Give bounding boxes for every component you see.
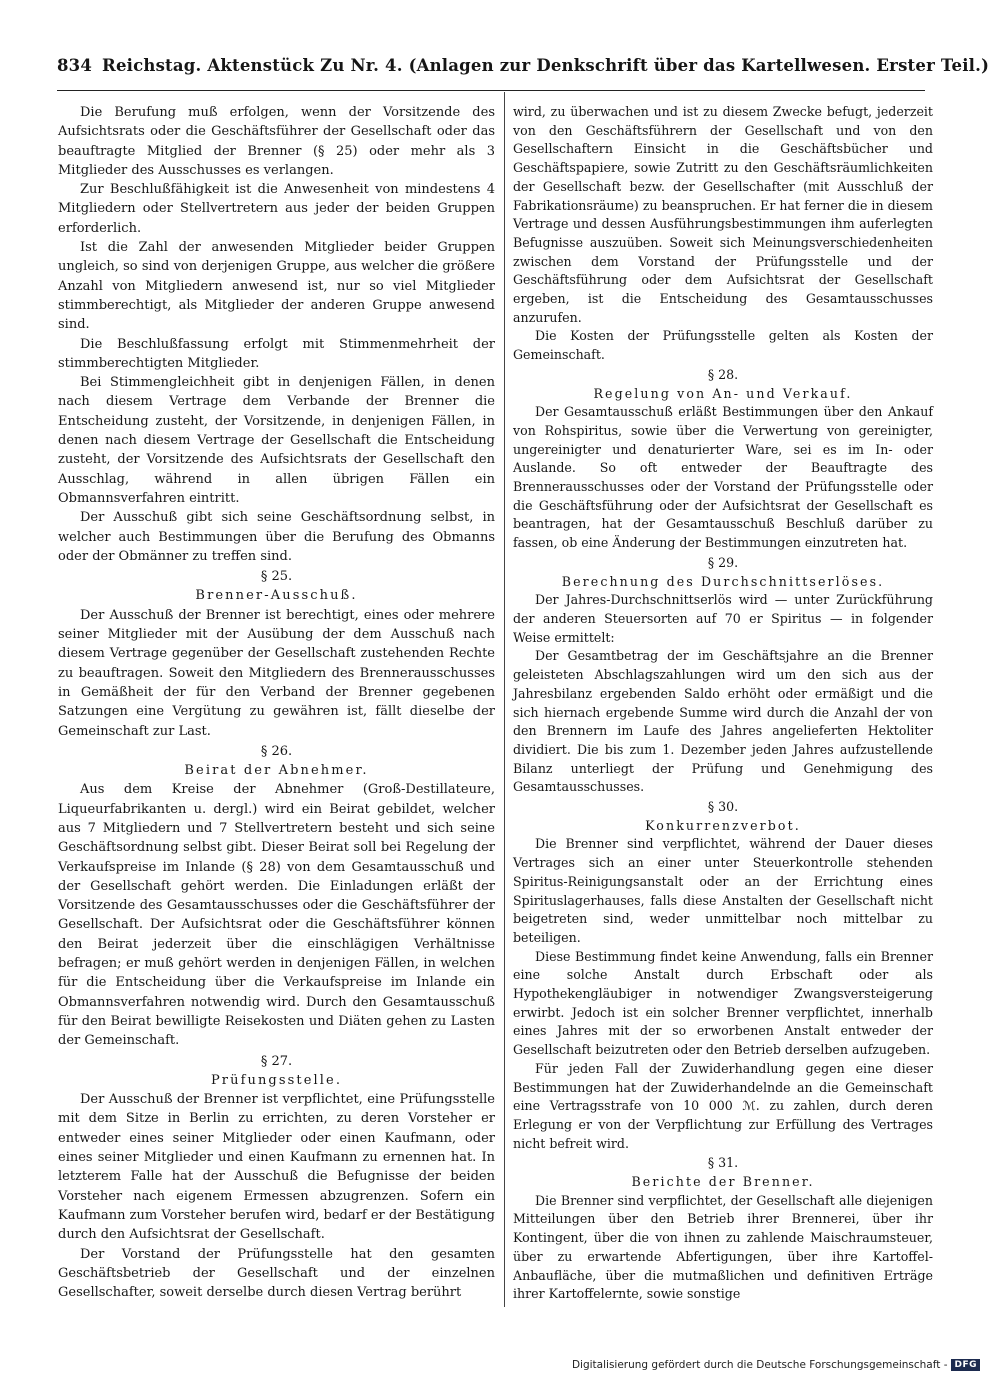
paragraph: Der Ausschuß der Brenner ist verpflichtet, eine Prüfungsstelle mit dem Sitze in Berlin zu errichten, zu deren Vorsteher er entweder eines seiner Mitglieder oder einen Kaufmann, oder eines seiner Mitglieder und einen Kaufmann zu ernennen hat. In letzterem Falle hat der Ausschuß die Befugnisse der beiden Vorsteher nach eigenem Ermessen abzugrenzen. Sofern ein Kaufmann zum Vorsteher berufen wird, bedarf er der Bestätigung durch den Aufsichtsrat der Gesellschaft. bbox=[58, 1092, 495, 1243]
page-number: 834 bbox=[57, 56, 93, 75]
dfg-logo: DFG bbox=[951, 1359, 980, 1371]
left-column bbox=[58, 103, 495, 1302]
paragraph: Bei Stimmengleichheit gibt in denjenigen Fällen, in denen nach diesem Vertrage dem Verbande der Brenner die Entscheidung zusteht, der Vorsitzende, in denjenigen Fällen, in denen nach diesem Vertrage der Gesellschaft die Entscheidung zusteht, der Vorsitzende des Aufsichtsrats der Gesellschaft den Ausschlag, während in allen übrigen Fällen ein Obmannsverfahren eintritt. bbox=[58, 375, 495, 506]
footer-credit bbox=[572, 1359, 980, 1371]
section-number: § 29. bbox=[707, 554, 739, 570]
section-number: § 26. bbox=[260, 743, 293, 759]
right-column bbox=[513, 103, 933, 1304]
paragraph: wird, zu überwachen und ist zu diesem Zwecke befugt, jederzeit von den Geschäftsführern der Gesellschaft und von den Gesellschaftern Einsicht in die Geschäftsbücher und Geschäftspapiere, sowie Zutritt zu den Geschäftsräumlichkeiten der Gesellschaft bezw. der Gesellschafter (mit Ausschluß der Fabrikationsräume) zu beanspruchen. Er hat ferner die in diesem Vertrage und dessen Ausführungsbestimmungen ihm auferlegten Befugnisse auszuüben. Soweit sich Meinungsverschiedenheiten zwischen dem Vorstand der Prüfungsstelle und der Geschäftsführung oder dem Aufsichtsrat der Gesellschaft ergeben, ist die Entscheidung des Gesamtausschusses anzurufen. bbox=[513, 104, 933, 325]
section-title: Beirat der Abnehmer. bbox=[184, 763, 369, 779]
section-title: Konkurrenzverbot. bbox=[645, 817, 801, 833]
section-number: § 27. bbox=[260, 1053, 293, 1069]
section-number: § 30. bbox=[707, 799, 739, 815]
paragraph: Der Gesamtbetrag der im Geschäftsjahre an die Brenner geleisteten Abschlagszahlungen wird um den sich aus der Jahresbilanz ergebenden Saldo erhöht oder ermäßigt und die sich hiernach ergebende Summe wird durch die Anzahl der von den Brennern im Laufe des Jahres angelieferten Hektoliter dividiert. Die bis zum 1. Dezember jeden Jahres aufzustellende Bilanz unterliegt der Prüfung und Genehmigung des Gesamtausschusses. bbox=[513, 648, 933, 795]
paragraph: Diese Bestimmung findet keine Anwendung, falls ein Brenner eine solche Anstalt durch Erbschaft oder als Hypothekengläubiger in notwendiger Zwangsversteigerung erwirbt. Jedoch ist ein solcher Brenner verpflichtet, innerhalb eines Jahres mit der so erworbenen Anstalt entweder der Gesellschaft beizutreten oder den Betrieb derselben aufzugeben. bbox=[513, 948, 933, 1058]
paragraph: Der Vorstand der Prüfungsstelle hat den gesamten Geschäftsbetrieb der Gesellschaft und der einzelnen Gesellschafter, soweit derselbe durch diesen Vertrag berührt bbox=[58, 1246, 495, 1301]
section-title: Berichte der Brenner. bbox=[631, 1174, 815, 1190]
paragraph: Die Kosten der Prüfungsstelle gelten als Kosten der Gemeinschaft. bbox=[513, 328, 933, 363]
column-divider bbox=[504, 92, 505, 1307]
paragraph: Für jeden Fall der Zuwiderhandlung gegen eine dieser Bestimmungen hat der Zuwiderhandelnde an die Gemeinschaft eine Vertragsstrafe von 10 000 ℳ. zu zahlen, durch deren Erlegung er von der Verpflichtung zur Erfüllung des Vertrages nicht befreit wird. bbox=[513, 1060, 933, 1151]
paragraph: Die Brenner sind verpflichtet, während der Dauer dieses Vertrages sich an einer unter Steuerkontrolle stehenden Spiritus-Reinigungsanstalt oder an der Errichtung eines Spirituslagerhauses, falls diese Anstalten der Gesellschaft nicht beigetreten sind, weder unmittelbar noch mittelbar zu beteiligen. bbox=[513, 836, 933, 945]
paragraph: Der Ausschuß gibt sich seine Geschäftsordnung selbst, in welcher auch Bestimmungen über die Berufung des Obmanns oder der Obmänner zu treffen sind. bbox=[58, 510, 495, 564]
paragraph: Die Berufung muß erfolgen, wenn der Vorsitzende des Aufsichtsrats oder die Geschäftsführer der Gesellschaft oder das beauftragte Mitglied der Brenner (§ 25) oder mehr als 3 Mitglieder des Ausschusses es verlangen. bbox=[58, 105, 495, 178]
section-title: Brenner-Ausschuß. bbox=[195, 588, 358, 604]
paragraph: Der Jahres-Durchschnittserlös wird — unter Zurückführung der anderen Steuersorten auf 70 er Spiritus — in folgender Weise ermittelt: bbox=[513, 592, 933, 645]
section-number: § 25. bbox=[260, 569, 293, 585]
page-title: Reichstag. Aktenstück Zu Nr. 4. (Anlagen zur Denkschrift über das Kartellwesen. Erster Teil.) bbox=[102, 56, 990, 75]
section-title: Regelung von An- und Verkauf. bbox=[593, 385, 853, 401]
paragraph: Ist die Zahl der anwesenden Mitglieder beider Gruppen ungleich, so sind von derjenigen Gruppe, aus welcher die größere Anzahl von Mitgliedern anwesend ist, nur so viel Mitglieder stimmberechtigt, als Mitglieder der anderen Gruppe anwesend sind. bbox=[58, 240, 495, 333]
section-number: § 28. bbox=[707, 366, 739, 382]
header-rule bbox=[57, 90, 925, 91]
paragraph: Der Ausschuß der Brenner ist berechtigt, eines oder mehrere seiner Mitglieder mit der Ausübung der dem Ausschuß nach diesem Vertrage gegenüber der Gesellschaft zustehenden Rechte zu beauftragen. Soweit den Mitgliedern des Brennerausschusses in Gemäßheit der für den Verband der Brenner gegebenen Satzungen eine Vergütung zu gewähren ist, fällt dieselbe der Gemeinschaft zur Last. bbox=[58, 607, 495, 739]
section-title: Berechnung des Durchschnittserlöses. bbox=[561, 573, 885, 589]
section-title: Prüfungsstelle. bbox=[210, 1072, 343, 1088]
paragraph: Zur Beschlußfähigkeit ist die Anwesenheit von mindestens 4 Mitgliedern oder Stellvertretern aus jeder der beiden Gruppen erforderlich. bbox=[58, 182, 495, 236]
paragraph: Aus dem Kreise der Abnehmer (Groß-Destillateure, Liqueurfabrikanten u. dergl.) wird ein Beirat gebildet, welcher aus 7 Mitgliedern und 7 Stellvertretern besteht und sich seine Geschäftsordnung selbst gibt. Dieser Beirat soll bei Regelung der Verkaufspreise im Inlande (§ 28) von dem Gesamtausschuß und der Gesellschaft gehört werden. Die Einladungen erläßt der Vorsitzende des Gesamtausschusses oder die Geschäftsführer der Gesellschaft. Der Aufsichtsrat oder die Geschäftsführer können den Beirat jederzeit über die einschlägigen Verhältnisse befragen; er muß gehört werden in denjenigen Fällen, in welchen für die Entscheidung über die Verkaufspreise im Inlande ein Obmannsverfahren notwendig wird. Durch den Gesamtausschuß für den Beirat bewilligte Reisekosten und Diäten gehen zu Lasten der Gemeinschaft. bbox=[58, 782, 495, 1049]
paragraph: Der Gesamtausschuß erläßt Bestimmungen über den Ankauf von Rohspiritus, sowie über die Verwertung von gereinigter, ungereinigter und denaturierter Ware, sei es im In- oder Auslande. So oft entweder der Beauftragte des Brennerausschusses oder der Vorstand der Prüfungsstelle oder die Geschäftsführung oder der Aufsichtsrat der Gesellschaft es beantragen, hat der Gesamtausschuß Beschluß darüber zu fassen, ob eine Änderung der Bestimmungen einzutreten hat. bbox=[513, 404, 933, 551]
footer-text: Digitalisierung gefördert durch die Deutsche Forschungsgemeinschaft - bbox=[571, 1359, 948, 1371]
paragraph: Die Brenner sind verpflichtet, der Gesellschaft alle diejenigen Mitteilungen über den Betrieb ihrer Brennerei, über ihr Kontingent, über die von ihnen zu zahlende Maischraumsteuer, über zu erwartende Abfertigungen, über ihre Kartoffel-Anbaufläche, über die mutmaßlichen und definitiven Erträge ihrer Kartoffelernte, sowie sonstige bbox=[513, 1192, 933, 1302]
page-header bbox=[57, 56, 990, 75]
paragraph: Die Beschlußfassung erfolgt mit Stimmenmehrheit der stimmberechtigten Mitglieder. bbox=[58, 336, 495, 371]
section-number: § 31. bbox=[707, 1155, 739, 1171]
